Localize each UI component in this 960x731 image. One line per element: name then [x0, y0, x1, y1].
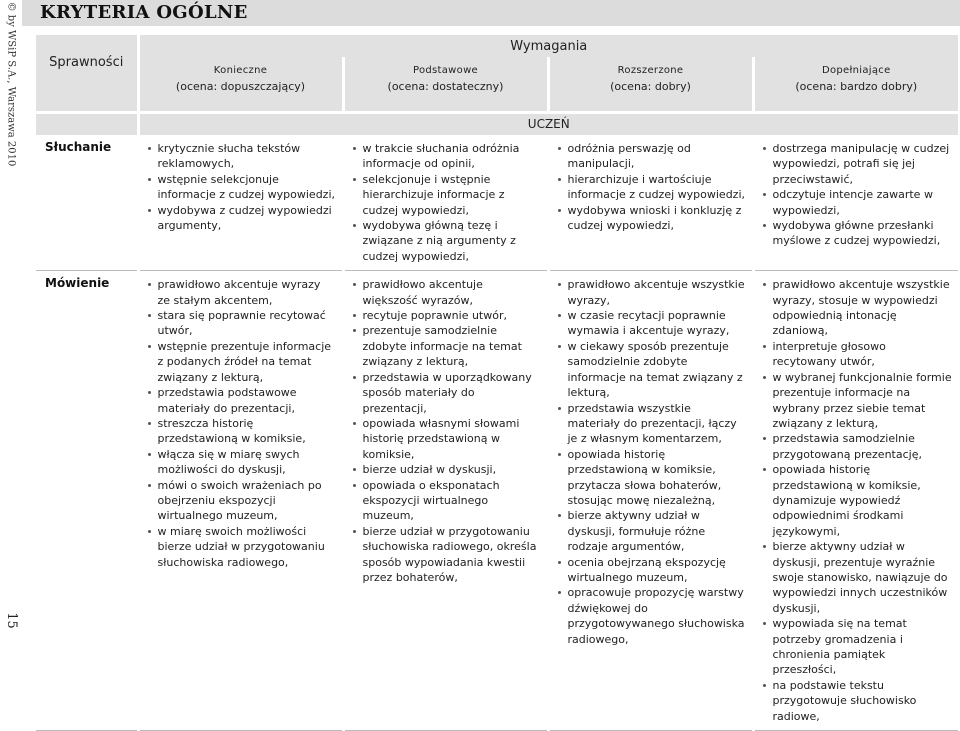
level-grade: (ocena: bardzo dobry): [795, 80, 918, 93]
criterion-item: dostrzega manipulację w cudzej wypowiedzi, potrafi się jej przeciwstawić,: [761, 141, 953, 187]
criterion-item: recytuje poprawnie utwór,: [351, 308, 541, 323]
header-blank: [36, 114, 138, 135]
criterion-item: w miarę swoich możliwości bierze udział w przygotowaniu słuchowiska radiowego,: [146, 524, 336, 570]
criterion-item: w wybranej funkcjonalnie formie prezentuje informacje na wybrany przez siebie temat związany z lekturą,: [761, 370, 953, 432]
criterion-item: opracowuje propozycję warstwy dźwiękowej do przygotowywanego słuchowiska radiowego,: [556, 585, 746, 647]
cell-mowienie-rozszerzone: [548, 271, 753, 731]
criterion-item: opowiada o eksponatach ekspozycji wirtualnego muzeum,: [351, 478, 541, 524]
level-header-konieczne: [138, 57, 343, 111]
level-grade: (ocena: dostateczny): [387, 80, 504, 93]
skills-header: Sprawności: [36, 35, 138, 111]
criterion-item: bierze udział w przygotowaniu słuchowiska radiowego, określa sposób wypowiadania kwestii przez bohaterów,: [351, 524, 541, 586]
criterion-item: stara się poprawnie recytować utwór,: [146, 308, 336, 339]
criterion-item: w trakcie słuchania odróżnia informacje od opinii,: [351, 141, 541, 172]
criterion-item: wypowiada się na temat potrzeby gromadzenia i chronienia pamiątek przeszłości,: [761, 616, 953, 678]
criterion-item: bierze aktywny udział w dyskusji, formułuje różne rodzaje argumentów,: [556, 508, 746, 554]
page-title: KRYTERIA OGÓLNE: [40, 2, 248, 23]
criterion-item: przedstawia w uporządkowany sposób materiały do prezentacji,: [351, 370, 541, 416]
criteria-list: [761, 277, 953, 724]
criterion-item: streszcza historię przedstawioną w komiksie,: [146, 416, 336, 447]
criterion-item: hierarchizuje i wartościuje informacje z cudzej wypowiedzi,: [556, 172, 746, 203]
criteria-table: [36, 35, 958, 731]
level-header-podstawowe: [343, 57, 548, 111]
criterion-item: wydobywa główną tezę i związane z nią argumenty z cudzej wypowiedzi,: [351, 218, 541, 264]
level-grade: (ocena: dobry): [610, 80, 691, 93]
level-name: Dopełniające: [821, 65, 891, 76]
level-grade: (ocena: dopuszczający): [175, 80, 306, 93]
criterion-item: przedstawia podstawowe materiały do prezentacji,: [146, 385, 336, 416]
criterion-item: opowiada historię przedstawioną w komiksie, dynamizuje wypowiedź odpowiednimi środkami językowymi,: [761, 462, 953, 539]
side-margin: [0, 0, 22, 632]
criterion-item: wydobywa główne przesłanki myślowe z cudzej wypowiedzi,: [761, 218, 953, 249]
criterion-item: prawidłowo akcentuje wyrazy ze stałym akcentem,: [146, 277, 336, 308]
header-bar: [22, 0, 960, 26]
level-header-dopelniajace: [753, 57, 958, 111]
criterion-item: prezentuje samodzielnie zdobyte informacje na temat związany z lekturą,: [351, 323, 541, 369]
level-name: Rozszerzone: [617, 65, 684, 76]
criteria-list: [146, 141, 336, 233]
criterion-item: prawidłowo akcentuje większość wyrazów,: [351, 277, 541, 308]
criterion-item: przedstawia samodzielnie przygotowaną prezentację,: [761, 431, 953, 462]
requirements-header: Wymagania: [138, 35, 958, 57]
criteria-list: [556, 141, 746, 233]
criterion-item: na podstawie tekstu przygotowuje słuchowisko radiowe,: [761, 678, 953, 724]
cell-mowienie-konieczne: [138, 271, 343, 731]
criterion-item: wydobywa wnioski i konkluzję z cudzej wypowiedzi,: [556, 203, 746, 234]
level-name: Podstawowe: [412, 65, 479, 76]
criteria-list: [556, 277, 746, 647]
criteria-list: [146, 277, 336, 570]
criterion-item: w ciekawy sposób prezentuje samodzielnie zdobyte informacje na temat związany z lekturą,: [556, 339, 746, 401]
criterion-item: wstępnie prezentuje informacje z podanych źródeł na temat związany z lekturą,: [146, 339, 336, 385]
criterion-item: opowiada historię przedstawioną w komiksie, przytacza słowa bohaterów, stosując mowę niezależną,: [556, 447, 746, 509]
level-header-rozszerzone: [548, 57, 753, 111]
cell-sluchanie-konieczne: [138, 135, 343, 271]
criterion-item: odróżnia perswazję od manipulacji,: [556, 141, 746, 172]
criterion-item: wstępnie selekcjonuje informacje z cudzej wypowiedzi,: [146, 172, 336, 203]
criteria-list: [351, 277, 541, 585]
cell-mowienie-podstawowe: [343, 271, 548, 731]
row-label-sluchanie: Słuchanie: [36, 135, 138, 271]
cell-sluchanie-dopelniajace: [753, 135, 958, 271]
criterion-item: ocenia obejrzaną ekspozycję wirtualnego muzeum,: [556, 555, 746, 586]
student-header: UCZEŃ: [138, 114, 958, 135]
row-label-mowienie: Mówienie: [36, 271, 138, 731]
criterion-item: selekcjonuje i wstępnie hierarchizuje informacje z cudzej wypowiedzi,: [351, 172, 541, 218]
copyright-note: © by WSiP S.A., Warszawa 2010: [5, 1, 17, 167]
criterion-item: krytycznie słucha tekstów reklamowych,: [146, 141, 336, 172]
level-name: Konieczne: [213, 65, 268, 76]
criterion-item: interpretuje głosowo recytowany utwór,: [761, 339, 953, 370]
criterion-item: bierze udział w dyskusji,: [351, 462, 541, 477]
cell-sluchanie-podstawowe: [343, 135, 548, 271]
criterion-item: opowiada własnymi słowami historię przedstawioną w komiksie,: [351, 416, 541, 462]
criterion-item: bierze aktywny udział w dyskusji, prezentuje wyraźnie swoje stanowisko, nawiązuje do wypowiedzi innych uczestników dyskusji,: [761, 539, 953, 616]
criterion-item: przedstawia wszystkie materiały do prezentacji, łączy je z własnym komentarzem,: [556, 401, 746, 447]
page-number: 15: [3, 612, 19, 629]
criterion-item: odczytuje intencje zawarte w wypowiedzi,: [761, 187, 953, 218]
criterion-item: w czasie recytacji poprawnie wymawia i akcentuje wyrazy,: [556, 308, 746, 339]
criteria-list: [761, 141, 953, 249]
cell-mowienie-dopelniajace: [753, 271, 958, 731]
criteria-list: [351, 141, 541, 264]
cell-sluchanie-rozszerzone: [548, 135, 753, 271]
criterion-item: prawidłowo akcentuje wszystkie wyrazy, stosuje w wypowiedzi odpowiednią intonację zdaniową,: [761, 277, 953, 339]
criterion-item: prawidłowo akcentuje wszystkie wyrazy,: [556, 277, 746, 308]
criterion-item: wydobywa z cudzej wypowiedzi argumenty,: [146, 203, 336, 234]
criterion-item: włącza się w miarę swych możliwości do dyskusji,: [146, 447, 336, 478]
criterion-item: mówi o swoich wrażeniach po obejrzeniu ekspozycji wirtualnego muzeum,: [146, 478, 336, 524]
